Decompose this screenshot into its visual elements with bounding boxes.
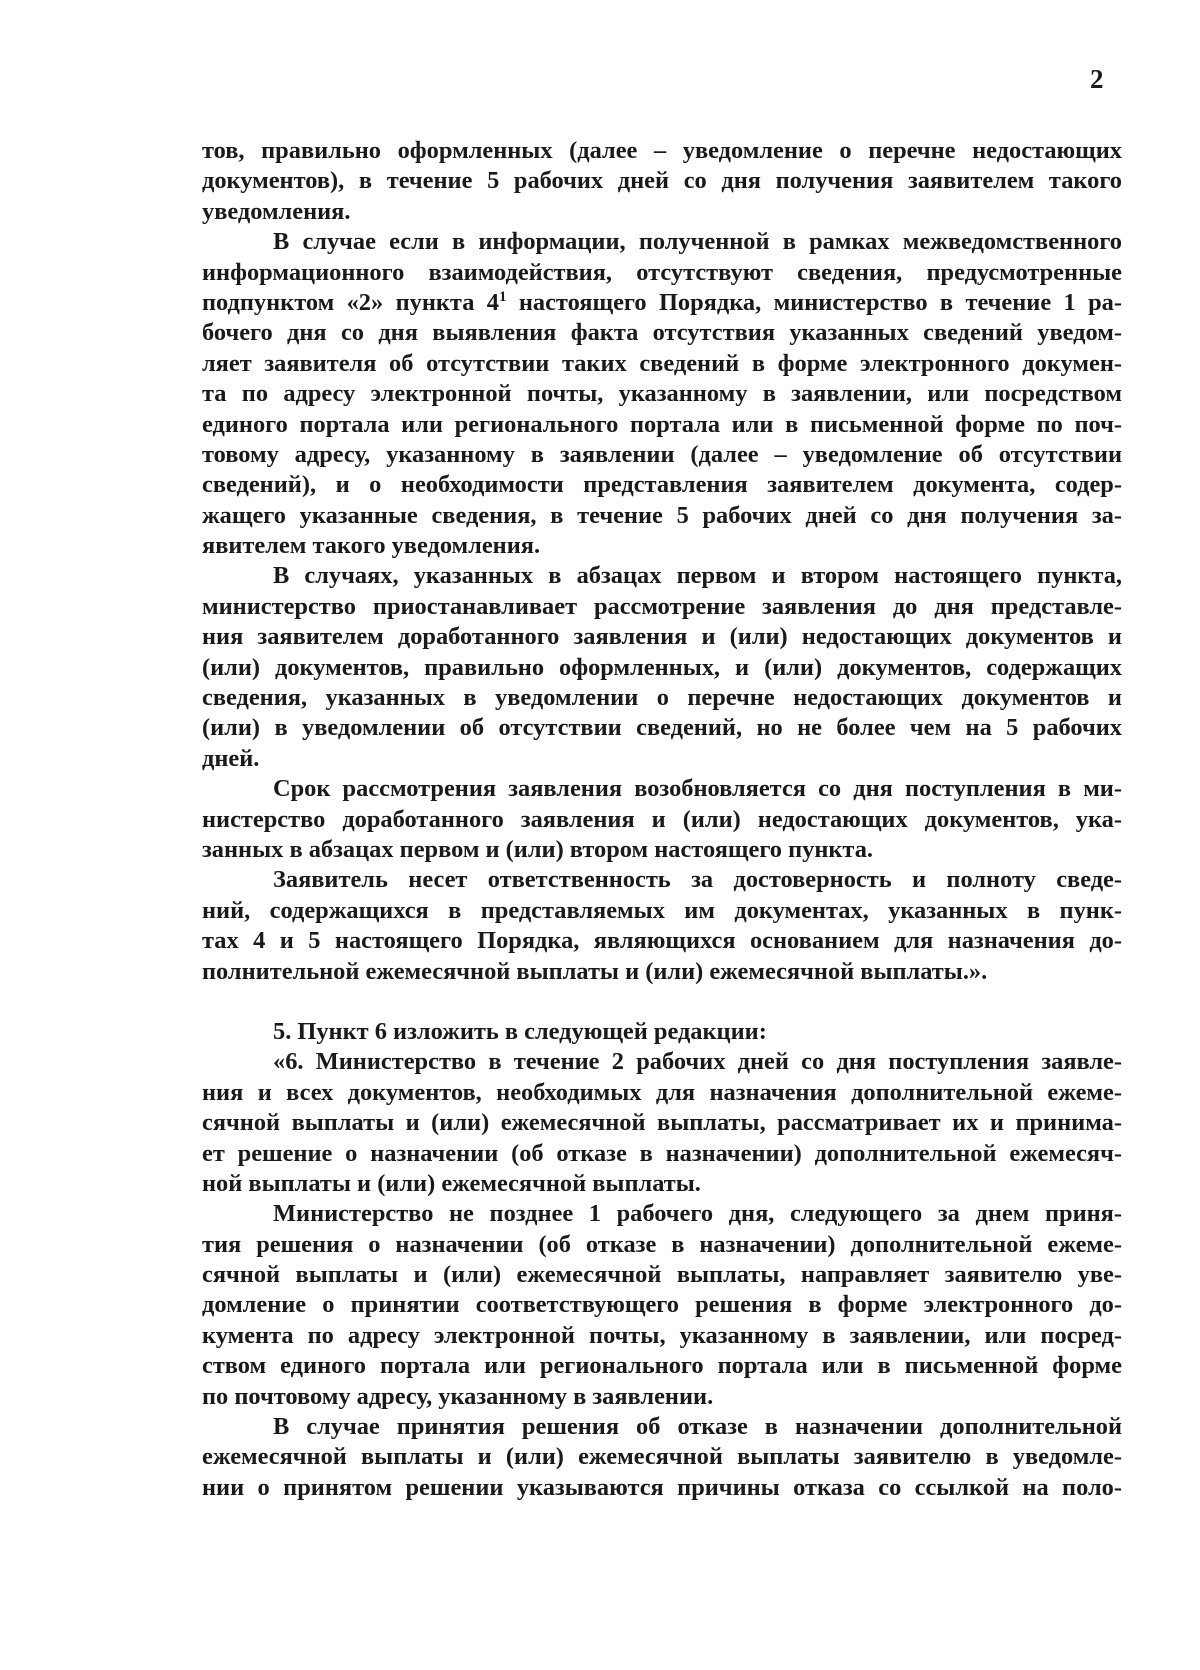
- text-line: единого портала или регионального портала или в письменной форме по поч-: [202, 410, 1122, 438]
- text-line: ежемесячной выплаты и (или) ежемесячной выплаты заявителю в уведомле-: [202, 1443, 1122, 1471]
- text-line: ет решение о назначении (об отказе в назначении) дополнительной ежемесяч-: [202, 1139, 1122, 1167]
- text-line: 5. Пункт 6 изложить в следующей редакции:: [273, 1017, 767, 1045]
- text-line: тов, правильно оформленных (далее – уведомление о перечне недостающих: [202, 137, 1122, 164]
- text-line: сведения, указанных в уведомлении о перечне недостающих документов и: [202, 684, 1122, 712]
- text-line: министерство приостанавливает рассмотрение заявления до дня представле-: [202, 592, 1122, 620]
- text-line: ной выплаты и (или) ежемесячной выплаты.: [202, 1169, 701, 1197]
- text-line: информационного взаимодействия, отсутствуют сведения, предусмотренные: [202, 258, 1122, 286]
- text-line: ством единого портала или регионального портала или в письменной форме: [202, 1352, 1122, 1380]
- text-line: (или) в уведомлении об отсутствии сведений, но не более чем на 5 рабочих: [202, 714, 1122, 742]
- superscript: 1: [498, 288, 507, 305]
- text-line: полнительной ежемесячной выплаты и (или) ежемесячной выплаты.».: [202, 957, 988, 985]
- paragraph: [202, 1199, 1122, 1412]
- text-line: нистерство доработанного заявления и (или) недостающих документов, ука-: [202, 805, 1122, 833]
- text-line: бочего дня со дня выявления факта отсутствия указанных сведений уведом-: [202, 319, 1122, 347]
- text-line: та по адресу электронной почты, указанному в заявлении, или посредством: [202, 380, 1122, 408]
- paragraph: [202, 227, 1122, 561]
- text-line: Министерство не позднее 1 рабочего дня, следующего за днем приня-: [273, 1200, 1122, 1228]
- text-line: В случае принятия решения об отказе в назначении дополнительной: [273, 1413, 1122, 1441]
- text-fragment: настоящего Порядка, министерство в течение 1 ра-: [506, 288, 1122, 316]
- text-line: сячной выплаты и (или) ежемесячной выплаты, рассматривает их и принима-: [202, 1109, 1122, 1137]
- text-line: сведений), и о необходимости представления заявителем документа, содер-: [202, 471, 1122, 499]
- paragraph: [202, 774, 1122, 865]
- paragraph: [202, 865, 1122, 987]
- text-line: сячной выплаты и (или) ежемесячной выплаты, направляет заявителю уве-: [202, 1261, 1122, 1289]
- text-line: жащего указанные сведения, в течение 5 рабочих дней со дня получения за-: [202, 501, 1122, 529]
- text-line: тия решения о назначении (об отказе в назначении) дополнительной ежеме-: [202, 1230, 1122, 1258]
- text-line: Срок рассмотрения заявления возобновляется со дня поступления в ми-: [273, 775, 1122, 803]
- text-line: документов), в течение 5 рабочих дней со дня получения заявителем такого: [202, 167, 1122, 195]
- text-line: дней.: [202, 744, 260, 772]
- paragraph: [202, 136, 1122, 227]
- text-line: нии о принятом решении указываются причины отказа со ссылкой на поло-: [202, 1473, 1122, 1501]
- text-line-with-superscript: [202, 288, 1122, 318]
- paragraph: [202, 1412, 1122, 1503]
- text-line: кумента по адресу электронной почты, указанному в заявлении, или посред-: [202, 1321, 1122, 1349]
- text-line: Заявитель несет ответственность за достоверность и полноту сведе-: [273, 866, 1122, 894]
- text-line: явителем такого уведомления.: [202, 532, 541, 560]
- text-line: ния заявителем доработанного заявления и (или) недостающих документов и: [202, 623, 1122, 651]
- text-line: ний, содержащихся в представляемых им документах, указанных в пунк-: [202, 896, 1122, 924]
- document-body: [202, 136, 1122, 1503]
- text-line: по почтовому адресу, указанному в заявлении.: [202, 1382, 714, 1410]
- paragraph: [202, 1047, 1122, 1199]
- text-line: В случае если в информации, полученной в рамках межведомственного: [273, 228, 1122, 256]
- text-line: товому адресу, указанному в заявлении (далее – уведомление об отсутствии: [202, 440, 1122, 468]
- text-line: «6. Министерство в течение 2 рабочих дней со дня поступления заявле-: [273, 1048, 1122, 1076]
- text-line: ния и всех документов, необходимых для назначения дополнительной ежеме-: [202, 1078, 1122, 1106]
- page-number: 2: [1090, 64, 1104, 94]
- text-line: домление о принятии соответствующего решения в форме электронного до-: [202, 1291, 1122, 1319]
- paragraph: [202, 561, 1122, 774]
- text-line: ляет заявителя об отсутствии таких сведений в форме электронного докумен-: [202, 349, 1122, 377]
- paragraph-gap: [202, 987, 1122, 1017]
- text-line: тах 4 и 5 настоящего Порядка, являющихся основанием для назначения до-: [202, 927, 1122, 955]
- text-line: уведомления.: [202, 197, 351, 225]
- section-heading: [202, 1017, 1122, 1047]
- text-line: В случаях, указанных в абзацах первом и втором настоящего пункта,: [273, 562, 1122, 590]
- text-line: занных в абзацах первом и (или) втором настоящего пункта.: [202, 835, 874, 863]
- text-line: (или) документов, правильно оформленных, и (или) документов, содержащих: [202, 653, 1122, 681]
- text-fragment: подпунктом «2» пункта 4: [202, 288, 499, 316]
